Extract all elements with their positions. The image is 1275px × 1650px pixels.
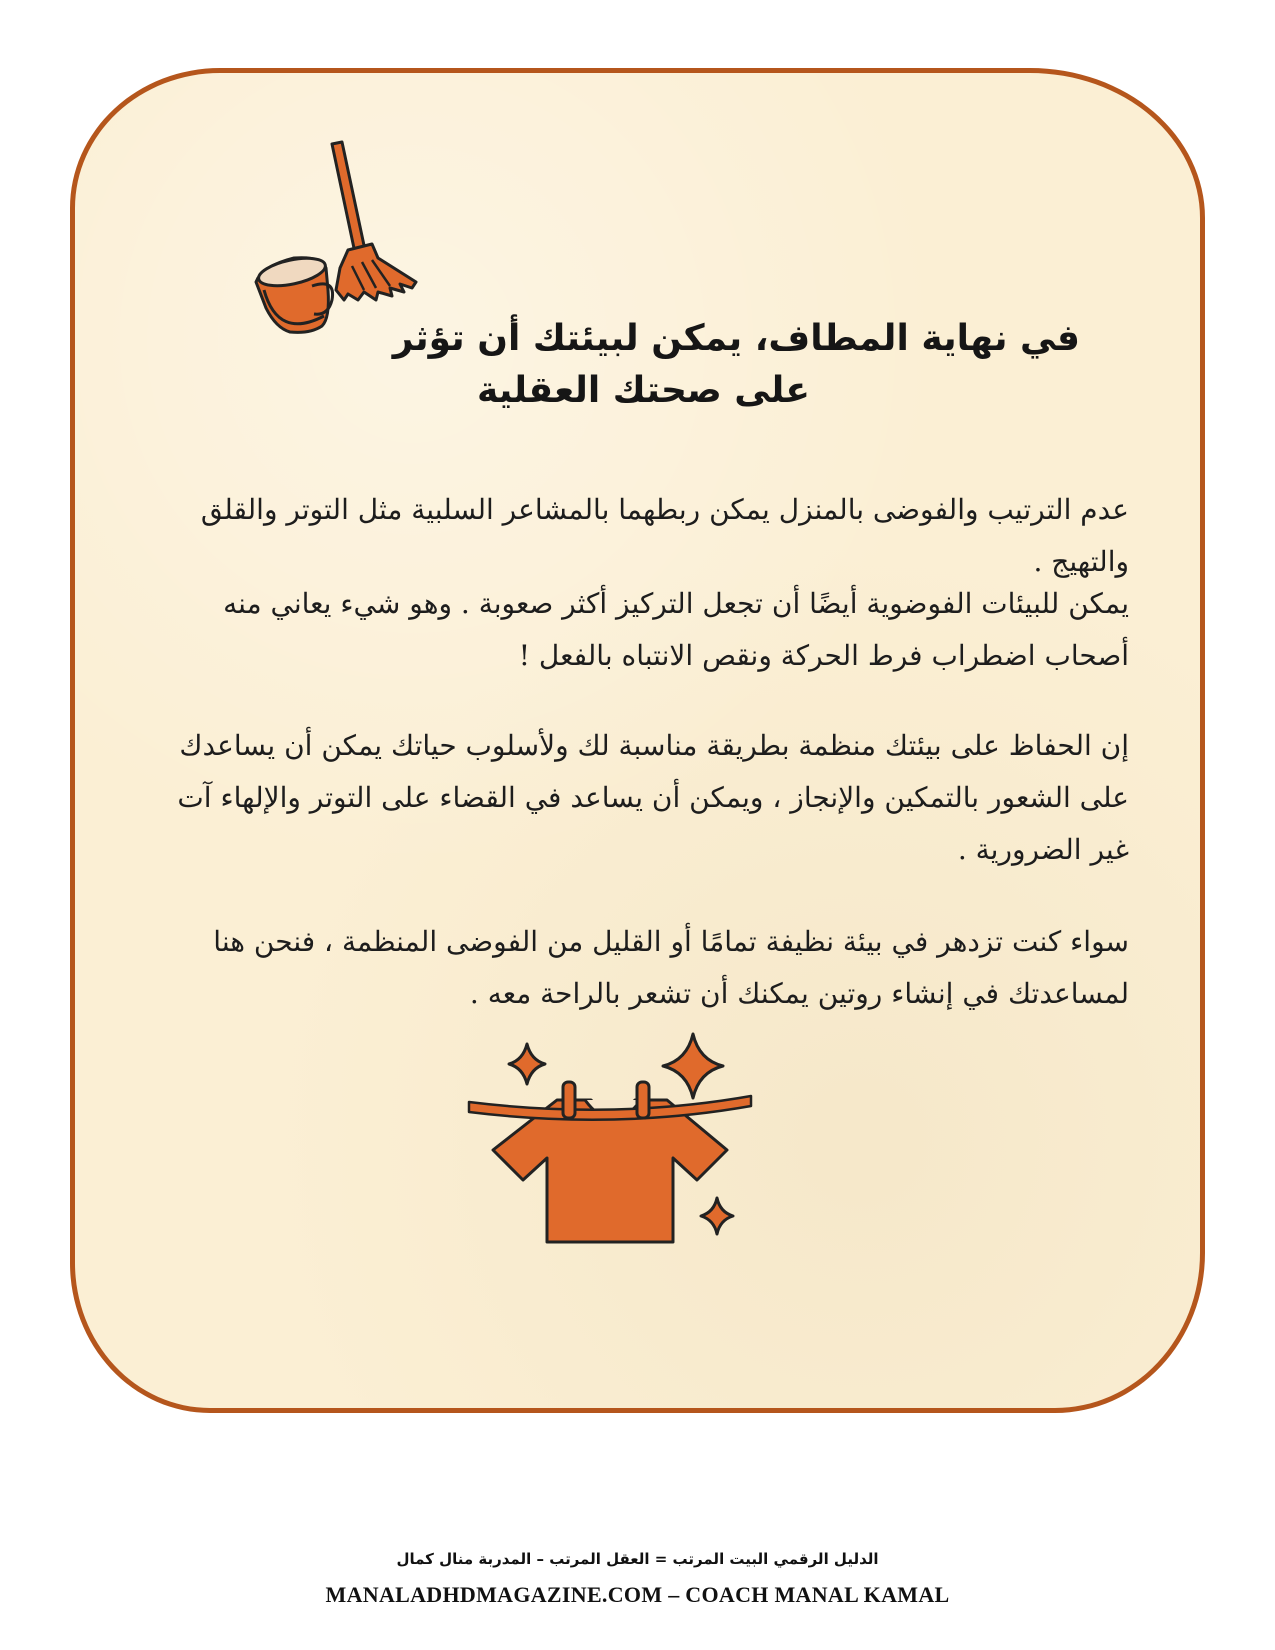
paragraph-2: يمكن للبيئات الفوضوية أيضًا أن تجعل التركيز أكثر صعوبة . وهو شيء يعاني منه أصحاب اضطراب فرط الحركة ونقص الانتباه بالفعل !	[223, 587, 1129, 672]
bucket-broom-icon	[248, 140, 423, 340]
paragraph-3: إن الحفاظ على بيئتك منظمة بطريقة مناسبة لك ولأسلوب حياتك يمكن أن يساعدك على الشعور بالتمكين والإنجاز ، ويمكن أن يساعد في القضاء على التوتر والإلهاء آت غير الضرورية .	[177, 729, 1129, 866]
shirt-clothesline-sparkle-icon	[465, 1030, 765, 1260]
title-line-2: على صحتك العقلية	[476, 370, 810, 411]
paragraph-1: عدم الترتيب والفوضى بالمنزل يمكن ربطهما بالمشاعر السلبية مثل التوتر والقلق والتهيج .	[200, 493, 1129, 578]
footer-website: MANALADHDMAGAZINE.COM – COACH MANAL KAMAL	[325, 1582, 950, 1607]
page-title	[320, 313, 1080, 417]
title-line-1: في نهاية المطاف، يمكن لبيئتك أن تؤثر	[392, 318, 1080, 359]
paragraph-4: سواء كنت تزدهر في بيئة نظيفة تمامًا أو القليل من الفوضى المنظمة ، فنحن هنا لمساعدتك في إنشاء روتين يمكنك أن تشعر بالراحة معه .	[213, 925, 1129, 1010]
footer-arabic: الدليل الرقمي البيت المرتب = العقل المرتب – المدربة منال كمال	[396, 1550, 879, 1568]
